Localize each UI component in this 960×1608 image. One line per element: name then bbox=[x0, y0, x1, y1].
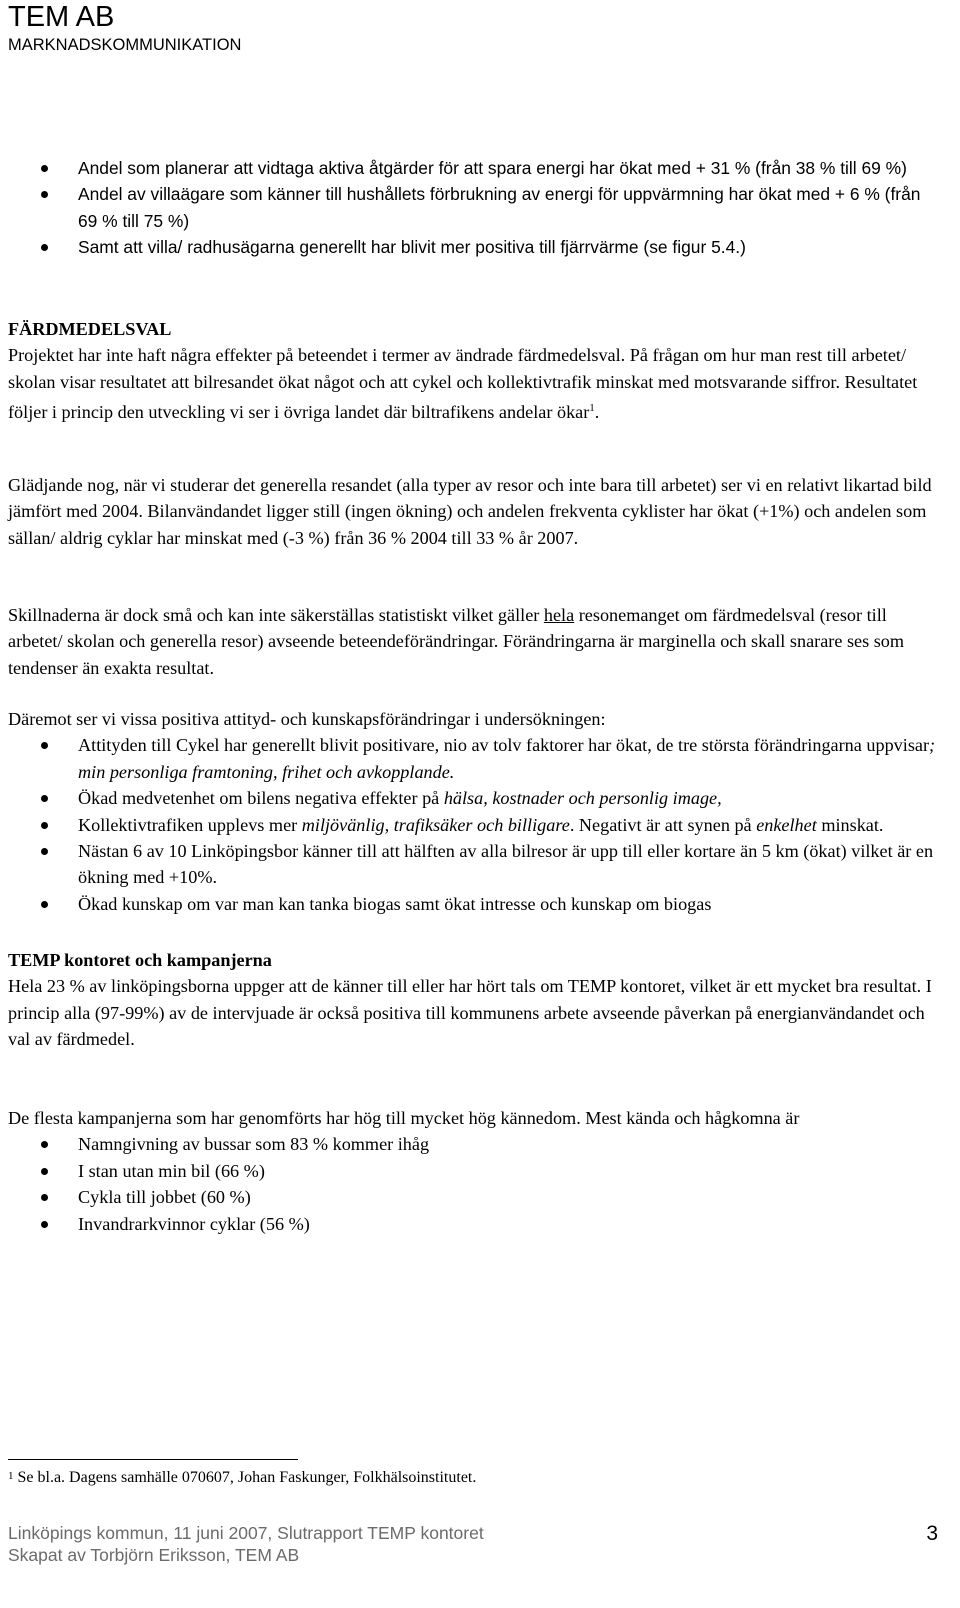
attitude-section bbox=[8, 706, 943, 917]
paragraph: Glädjande nog, när vi studerar det generella resandet (alla typer av resor och inte bara till arbetet) ser vi en relativt likartad bild jämfört med 2004. Bilanvändandet ligger still (ingen ökning) och andelen frekventa cyklister har ökat (+1%) och andelen som sällan/ aldrig cyklar har minskat med (-3 %) från 36 % 2004 till 33 % år 2007. bbox=[8, 475, 932, 548]
energy-bullets bbox=[8, 155, 943, 261]
footnote-mark: 1 bbox=[8, 1470, 14, 1482]
footnote: $^1$ Se bl.a. Dagens samhälle 070607, Johan Faskunger, Folkhälsoinstitutet. bbox=[8, 1469, 477, 1486]
paragraph: De flesta kampanjerna som har genomförts har hög till mycket hög kännedom. Mest kända och hågkomna är bbox=[8, 1108, 800, 1128]
department-name: MARKNADSKOMMUNIKATION bbox=[8, 36, 242, 54]
footer-line: Linköpings kommun, 11 juni 2007, Slutrapport TEMP kontoret bbox=[8, 1523, 484, 1543]
page-header bbox=[8, 0, 241, 56]
page-footer bbox=[8, 1522, 484, 1566]
list-item: Ökad kunskap om var man kan tanka biogas samt ökat intresse och kunskap om biogas bbox=[8, 891, 943, 917]
section-heading: TEMP kontoret och kampanjerna bbox=[8, 950, 272, 970]
list-item: Ökad medvetenhet om bilens negativa effekter på hälsa, kostnader och personlig image, bbox=[8, 785, 943, 811]
campaigns-section bbox=[8, 1105, 943, 1237]
footnote-separator bbox=[8, 1459, 298, 1460]
list-item: Kollektivtrafiken upplevs mer miljövänlig, trafiksäker och billigare. Negativt är att synen på enkelhet minskat. bbox=[8, 812, 943, 838]
section-heading: FÄRDMEDELSVAL bbox=[8, 319, 172, 339]
list-item: Andel som planerar att vidtaga aktiva åtgärder för att spara energi har ökat med + 31 % (från 38 % till 69 %) bbox=[8, 155, 943, 181]
paragraph: Projektet har inte haft några effekter på beteendet i termer av ändrade färdmedelsval. På frågan om hur man rest till arbetet/ skolan visar resultatet att bilresandet ökat något och att cykel och kollektivtrafik minskat med motsvarande siffror. Resultatet följer i princip den utveckling vi ser i övriga landet där biltrafikens andelar ökar$^1$. bbox=[8, 345, 918, 423]
list-item: Nästan 6 av 10 Linköpingsbor känner till att hälften av alla bilresor är upp till eller kortare än 5 km (ökat) vilket är en ökning med +10%. bbox=[8, 838, 943, 891]
paragraph: Skillnaderna är dock små och kan inte säkerställas statistiskt vilket gäller hela resonemanget om färdmedelsval (resor till arbetet/ skolan och generella resor) avseende beteendeförändringar. Förändringarna är marginella och skall snarare ses som tendenser än exakta resultat. bbox=[8, 605, 905, 678]
list-item: Namngivning av bussar som 83 % kommer ihåg bbox=[8, 1131, 943, 1157]
footnote-ref[interactable]: 1 bbox=[589, 402, 595, 415]
paragraph: Hela 23 % av linköpingsborna uppger att de känner till eller har hört tals om TEMP kontoret, vilket är ett mycket bra resultat. I princip alla (97-99%) av de intervjuade är också positiva till kommunens arbete avseende påverkan på energianvändandet och val av färdmedel. bbox=[8, 976, 932, 1050]
list-item: Invandrarkvinnor cyklar (56 %) bbox=[8, 1211, 943, 1237]
section-temp-kontoret bbox=[8, 947, 943, 1053]
company-name: TEM AB bbox=[8, 1, 115, 33]
page-number: 3 bbox=[926, 1522, 938, 1545]
list-item: I stan utan min bil (66 %) bbox=[8, 1158, 943, 1184]
section-fardmedelsval bbox=[8, 316, 943, 426]
list-item: Andel av villaägare som känner till hushållets förbrukning av energi för uppvärmning har ökat med + 6 % (från 69 % till 75 %) bbox=[8, 181, 943, 234]
list-item: Samt att villa/ radhusägarna generellt har blivit mer positiva till fjärrvärme (se figur 5.4.) bbox=[8, 234, 943, 260]
list-item: Attityden till Cykel har generellt blivit positivare, nio av tolv faktorer har ökat, de tre största förändringarna uppvisar; min personliga framtoning, frihet och avkopplande. bbox=[8, 732, 943, 785]
paragraph: Däremot ser vi vissa positiva attityd- och kunskapsförändringar i undersökningen: bbox=[8, 709, 606, 729]
list-item: Cykla till jobbet (60 %) bbox=[8, 1184, 943, 1210]
footer-line: Skapat av Torbjörn Eriksson, TEM AB bbox=[8, 1545, 300, 1565]
